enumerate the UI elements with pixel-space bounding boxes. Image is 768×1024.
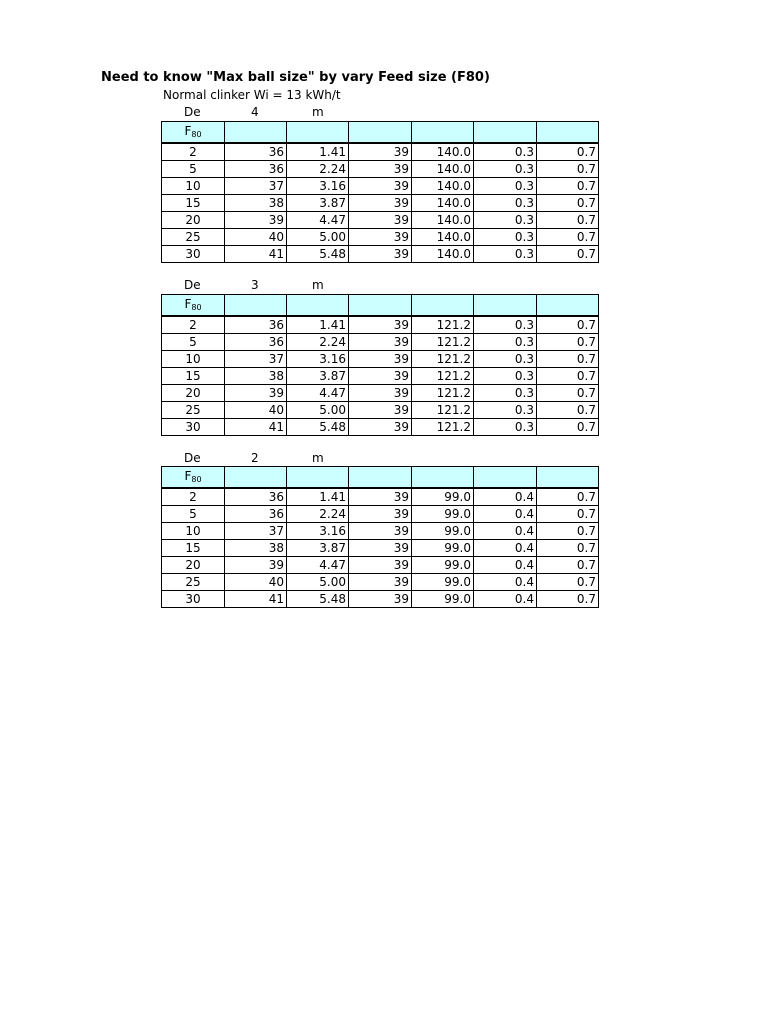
table-cell: 0.7 (537, 523, 599, 540)
table-cell: 39 (349, 195, 412, 212)
table-cell: 0.7 (537, 402, 599, 419)
table-cell: 99.0 (412, 591, 474, 608)
table-cell: 39 (349, 368, 412, 385)
table-cell: 99.0 (412, 506, 474, 523)
table-cell: 39 (349, 246, 412, 263)
feed-size-cell: 5 (162, 506, 225, 523)
table-cell: 0.7 (537, 419, 599, 436)
table-cell: 0.3 (474, 316, 537, 334)
feed-size-cell: 25 (162, 402, 225, 419)
feed-size-cell: 30 (162, 591, 225, 608)
feed-size-cell: 2 (162, 488, 225, 506)
de-value: 4 (251, 105, 259, 119)
table-cell: 0.7 (537, 246, 599, 263)
table-cell: 0.7 (537, 540, 599, 557)
table-header-row (162, 467, 599, 489)
de-label: De (184, 451, 201, 465)
header-cell-empty (225, 467, 287, 489)
header-cell-empty (412, 467, 474, 489)
table-cell: 39 (349, 385, 412, 402)
table-cell: 3.87 (287, 368, 349, 385)
feed-size-cell: 20 (162, 212, 225, 229)
table-row (162, 212, 599, 229)
table-cell: 5.00 (287, 402, 349, 419)
header-cell-empty (412, 295, 474, 317)
table-cell: 39 (349, 419, 412, 436)
feed-size-cell: 10 (162, 178, 225, 195)
table-cell: 39 (349, 523, 412, 540)
table-cell: 0.7 (537, 229, 599, 246)
table-cell: 39 (349, 591, 412, 608)
header-cell-empty (287, 295, 349, 317)
table-cell: 0.3 (474, 143, 537, 161)
table-cell: 140.0 (412, 212, 474, 229)
table-cell: 37 (225, 178, 287, 195)
document-title: Need to know "Max ball size" by vary Feed size (F80) (101, 70, 490, 85)
table-cell: 39 (349, 506, 412, 523)
table-cell: 3.16 (287, 523, 349, 540)
table-cell: 39 (349, 540, 412, 557)
table-cell: 0.3 (474, 246, 537, 263)
table-cell: 36 (225, 143, 287, 161)
table-row (162, 316, 599, 334)
de-value: 3 (251, 278, 259, 292)
table-cell: 5.48 (287, 591, 349, 608)
table-cell: 39 (349, 229, 412, 246)
table-cell: 0.3 (474, 385, 537, 402)
de-row-1 (161, 104, 598, 121)
table-cell: 0.3 (474, 178, 537, 195)
table-cell: 0.4 (474, 488, 537, 506)
de-unit: m (312, 278, 324, 292)
table-cell: 41 (225, 419, 287, 436)
table-row (162, 523, 599, 540)
table-cell: 121.2 (412, 402, 474, 419)
feed-size-cell: 20 (162, 385, 225, 402)
table-cell: 0.3 (474, 212, 537, 229)
table-cell: 0.7 (537, 591, 599, 608)
table-cell: 37 (225, 351, 287, 368)
table-row (162, 143, 599, 161)
header-f-label: F (184, 123, 192, 138)
table-row (162, 195, 599, 212)
table-row (162, 385, 599, 402)
table-cell: 39 (349, 574, 412, 591)
table-row (162, 574, 599, 591)
table-header-row (162, 295, 599, 317)
table-cell: 39 (349, 557, 412, 574)
table-cell: 0.7 (537, 161, 599, 178)
table-cell: 99.0 (412, 523, 474, 540)
table-cell: 99.0 (412, 540, 474, 557)
header-cell-empty (225, 295, 287, 317)
table-cell: 121.2 (412, 368, 474, 385)
table-cell: 38 (225, 540, 287, 557)
table-cell: 2.24 (287, 506, 349, 523)
data-table-3 (161, 466, 599, 608)
table-cell: 41 (225, 591, 287, 608)
table-cell: 0.7 (537, 557, 599, 574)
de-row-3 (161, 450, 598, 467)
table-cell: 0.7 (537, 506, 599, 523)
feed-size-cell: 10 (162, 351, 225, 368)
table-cell: 0.3 (474, 334, 537, 351)
table-cell: 0.7 (537, 178, 599, 195)
table-row (162, 368, 599, 385)
table-cell: 37 (225, 523, 287, 540)
table-row (162, 334, 599, 351)
feed-size-cell: 15 (162, 195, 225, 212)
table-cell: 36 (225, 506, 287, 523)
feed-size-cell: 25 (162, 574, 225, 591)
feed-size-cell: 2 (162, 316, 225, 334)
header-cell-empty (225, 122, 287, 144)
table-cell: 40 (225, 229, 287, 246)
table-cell: 3.16 (287, 178, 349, 195)
table-row (162, 351, 599, 368)
header-cell-empty (474, 467, 537, 489)
feed-size-cell: 10 (162, 523, 225, 540)
table-cell: 39 (349, 212, 412, 229)
table-cell: 4.47 (287, 385, 349, 402)
table-cell: 4.47 (287, 557, 349, 574)
table-row (162, 161, 599, 178)
header-cell-f80 (162, 467, 225, 489)
table-row (162, 506, 599, 523)
table-cell: 0.3 (474, 195, 537, 212)
table-cell: 39 (349, 143, 412, 161)
table-cell: 39 (349, 488, 412, 506)
header-cell-empty (287, 122, 349, 144)
table-cell: 5.00 (287, 574, 349, 591)
table-cell: 36 (225, 334, 287, 351)
table-cell: 39 (225, 385, 287, 402)
table-cell: 1.41 (287, 143, 349, 161)
table-cell: 0.3 (474, 419, 537, 436)
table-cell: 0.7 (537, 488, 599, 506)
header-cell-empty (537, 122, 599, 144)
table-cell: 121.2 (412, 419, 474, 436)
table-cell: 38 (225, 195, 287, 212)
table-cell: 39 (225, 212, 287, 229)
table-cell: 39 (349, 161, 412, 178)
de-unit: m (312, 105, 324, 119)
header-cell-empty (349, 295, 412, 317)
table-cell: 5.00 (287, 229, 349, 246)
table-cell: 0.4 (474, 540, 537, 557)
table-cell: 39 (349, 316, 412, 334)
table-cell: 121.2 (412, 316, 474, 334)
table-row (162, 419, 599, 436)
feed-size-cell: 15 (162, 368, 225, 385)
table-cell: 2.24 (287, 161, 349, 178)
document-subtitle: Normal clinker Wi = 13 kWh/t (163, 88, 341, 102)
table-cell: 38 (225, 368, 287, 385)
table-cell: 140.0 (412, 161, 474, 178)
feed-size-cell: 30 (162, 419, 225, 436)
table-cell: 99.0 (412, 574, 474, 591)
table-cell: 0.7 (537, 316, 599, 334)
table-cell: 36 (225, 161, 287, 178)
table-cell: 0.3 (474, 368, 537, 385)
header-cell-empty (287, 467, 349, 489)
table-cell: 121.2 (412, 351, 474, 368)
table-cell: 121.2 (412, 334, 474, 351)
table-cell: 0.7 (537, 143, 599, 161)
feed-size-cell: 20 (162, 557, 225, 574)
header-f-label: F (184, 468, 192, 483)
data-table-2 (161, 294, 599, 436)
table-cell: 140.0 (412, 246, 474, 263)
table-cell: 3.16 (287, 351, 349, 368)
header-cell-empty (412, 122, 474, 144)
feed-size-cell: 5 (162, 334, 225, 351)
header-cell-empty (474, 122, 537, 144)
table-cell: 0.3 (474, 402, 537, 419)
data-table-1 (161, 121, 599, 263)
de-label: De (184, 105, 201, 119)
header-cell-f80 (162, 295, 225, 317)
table-cell: 140.0 (412, 178, 474, 195)
table-cell: 0.7 (537, 334, 599, 351)
table-cell: 39 (349, 334, 412, 351)
table-cell: 140.0 (412, 143, 474, 161)
table-cell: 140.0 (412, 229, 474, 246)
de-label: De (184, 278, 201, 292)
table-cell: 99.0 (412, 557, 474, 574)
header-f-subscript: 80 (191, 474, 202, 484)
table-cell: 41 (225, 246, 287, 263)
header-cell-empty (349, 122, 412, 144)
table-cell: 5.48 (287, 246, 349, 263)
feed-size-cell: 25 (162, 229, 225, 246)
table-row (162, 178, 599, 195)
table-cell: 0.7 (537, 195, 599, 212)
table-header-row (162, 122, 599, 144)
table-cell: 40 (225, 402, 287, 419)
header-cell-empty (349, 467, 412, 489)
table-cell: 0.7 (537, 212, 599, 229)
table-row (162, 402, 599, 419)
table-cell: 40 (225, 574, 287, 591)
de-unit: m (312, 451, 324, 465)
table-cell: 140.0 (412, 195, 474, 212)
table-cell: 0.3 (474, 161, 537, 178)
table-cell: 0.4 (474, 574, 537, 591)
header-cell-empty (474, 295, 537, 317)
table-cell: 0.7 (537, 351, 599, 368)
table-row (162, 557, 599, 574)
table-cell: 1.41 (287, 488, 349, 506)
header-f-label: F (184, 296, 192, 311)
table-cell: 0.4 (474, 557, 537, 574)
table-row (162, 540, 599, 557)
table-cell: 0.3 (474, 351, 537, 368)
table-row (162, 246, 599, 263)
table-cell: 0.7 (537, 385, 599, 402)
table-cell: 39 (349, 178, 412, 195)
table-cell: 0.7 (537, 574, 599, 591)
table-cell: 1.41 (287, 316, 349, 334)
table-cell: 0.4 (474, 506, 537, 523)
table-cell: 99.0 (412, 488, 474, 506)
table-cell: 4.47 (287, 212, 349, 229)
table-cell: 36 (225, 316, 287, 334)
table-cell: 121.2 (412, 385, 474, 402)
table-cell: 39 (225, 557, 287, 574)
table-cell: 5.48 (287, 419, 349, 436)
table-row (162, 591, 599, 608)
table-cell: 39 (349, 402, 412, 419)
de-row-2 (161, 277, 598, 294)
header-cell-empty (537, 295, 599, 317)
table-cell: 0.4 (474, 591, 537, 608)
table-row (162, 488, 599, 506)
feed-size-cell: 15 (162, 540, 225, 557)
table-cell: 0.7 (537, 368, 599, 385)
de-value: 2 (251, 451, 259, 465)
header-f-subscript: 80 (191, 302, 202, 312)
header-cell-empty (537, 467, 599, 489)
feed-size-cell: 2 (162, 143, 225, 161)
table-cell: 0.4 (474, 523, 537, 540)
table-cell: 3.87 (287, 195, 349, 212)
table-cell: 39 (349, 351, 412, 368)
header-cell-f80 (162, 122, 225, 144)
table-row (162, 229, 599, 246)
feed-size-cell: 30 (162, 246, 225, 263)
table-cell: 2.24 (287, 334, 349, 351)
table-cell: 0.3 (474, 229, 537, 246)
feed-size-cell: 5 (162, 161, 225, 178)
table-cell: 36 (225, 488, 287, 506)
header-f-subscript: 80 (191, 129, 202, 139)
table-cell: 3.87 (287, 540, 349, 557)
